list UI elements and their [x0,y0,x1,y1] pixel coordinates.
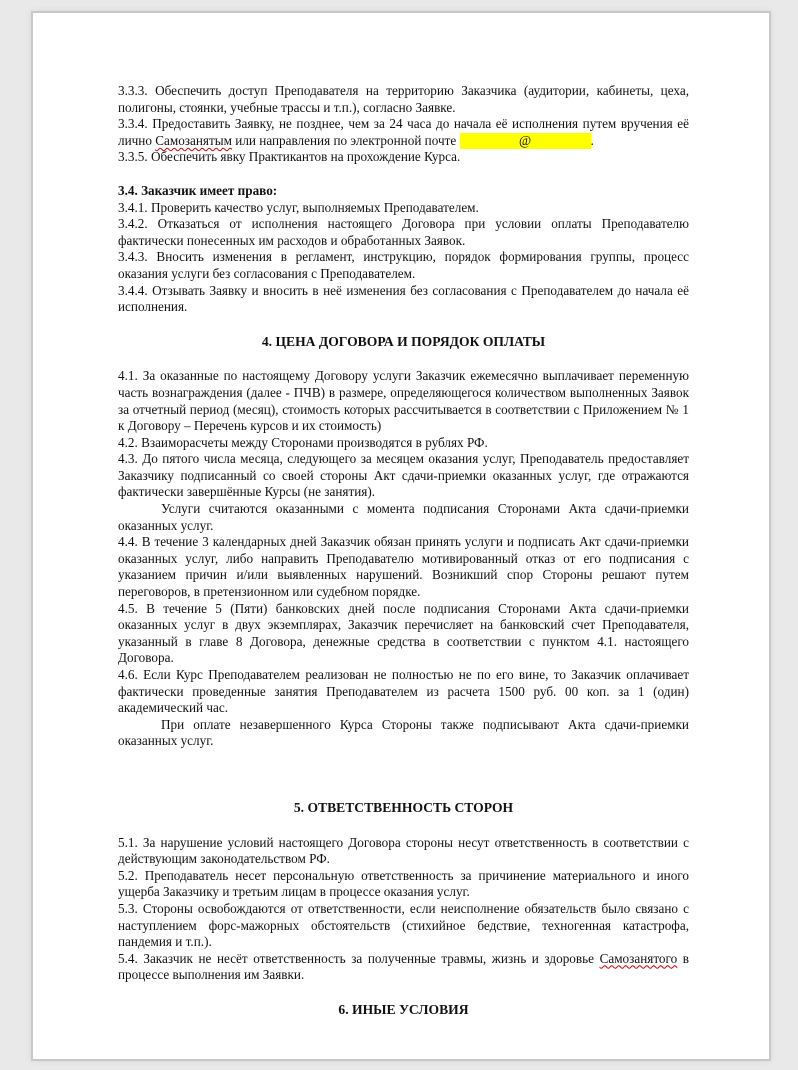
clause-3-4-2: 3.4.2. Отказаться от исполнения настоящего Договора при условии оплаты Преподавателю фактически понесенных им расходов и обработанных Заявок. [118,216,689,248]
clause-3-3-5: 3.3.5. Обеспечить явку Практикантов на прохождение Курса. [118,149,461,165]
document-page [31,11,771,1061]
misspelled-word[interactable]: Самозанятого [599,950,678,966]
clause-5-1: 5.1. За нарушение условий настоящего Договора стороны несут ответственность в соответствии с действующим законодательством РФ. [118,834,689,867]
clause-3-4-1: 3.4.1. Проверить качество услуг, выполняемых Преподавателем. [118,199,479,215]
clause-4-6-note: При оплате незавершенного Курса Стороны также подписывают Акта сдачи-приемки оказанных услуг. [118,716,689,749]
clause-5-4-text: 5.4. Заказчик не несёт ответственность за полученные травмы, жизнь и здоровье [118,950,600,966]
email-highlight-placeholder: @ [460,133,591,150]
clause-4-4: 4.4. В течение 3 календарных дней Заказчик обязан принять услуги и подписать Акт сдачи-приемки оказанных услуг, либо направить Преподавателю мотивированный отказ от его подписания с указанием причин и/или выявленных нарушений. Возникший спор Стороны решают путем переговоров, в претензионном или судебном порядке. [118,534,689,600]
clause-5-4-text-cont: в процессе выполнения им Заявки. [118,950,689,983]
clause-5-2: 5.2. Преподаватель несет персональную ответственность за причинение материального и иного ущерба Заказчику и третьим лицам в процессе оказания услуг. [118,867,689,900]
section-heading-5: 5. ОТВЕТСТВЕННОСТЬ СТОРОН [293,799,514,815]
clause-4-3: 4.3. До пятого числа месяца, следующего за месяцем оказания услуг, Преподаватель предоставляет Заказчику подписанный со своей стороны Акт сдачи-приемки оказанных услуг, где отражаются фактически завершённые Курсы (не занятия). [118,451,689,500]
clause-4-5: 4.5. В течение 5 (Пяти) банковских дней после подписания Сторонами Акта сдачи-приемки оказанных услуг в двух экземплярах, Заказчик перечисляет на банковский счет Преподавателя, указанный в главе 8 Договора, денежные средства в соответствии с пунктом 4.1. настоящего Договора. [118,600,689,666]
clause-4-2: 4.2. Взаиморасчеты между Сторонами производятся в рублях РФ. [118,434,488,450]
document-body[interactable] [118,83,689,1019]
section-heading-4: 4. ЦЕНА ДОГОВОРА И ПОРЯДОК ОПЛАТЫ [261,333,546,349]
clause-4-6: 4.6. Если Курс Преподавателем реализован не полностью не по его вине, то Заказчик оплачивает фактически проведенные занятия Преподавателем из расчета 1500 руб. 00 коп. за 1 (один) академический час. [118,667,689,716]
clause-5-3: 5.3. Стороны освобождаются от ответственности, если неисполнение обязательств было связано с наступлением форс-мажорных обстоятельств (стихийное бедствие, техногенная катастрофа, пандемия и т.п.). [118,900,689,950]
clause-3-3-4-text: 3.3.4. Предоставить Заявку, не позднее, чем за 24 часа до начала её исполнения путем вручения её лично [118,116,689,148]
section-heading-3-4: 3.4. Заказчик имеет право: [118,182,278,198]
clause-3-4-3: 3.4.3. Вносить изменения в регламент, инструкцию, порядок формирования группы, процесс оказания услуги без согласования с Преподавателем. [118,249,689,281]
clause-5-4 [118,951,689,984]
clause-4-1: 4.1. За оказанные по настоящему Договору услуги Заказчик ежемесячно выплачивает переменную часть вознаграждения (далее - ПЧВ) в размере, определяющегося количеством выполненных Заявок за отчетный период (месяц), стоимость которых рассчитывается в соответствии с Приложением № 1 к Договору – Перечень курсов и их стоимость) [118,368,689,434]
misspelled-word[interactable]: Самозанятым [155,132,232,148]
clause-3-4-4: 3.4.4. Отзывать Заявку и вносить в неё изменения без согласования с Преподавателем до начала её исполнения. [118,282,689,315]
clause-3-3-3: 3.3.3. Обеспечить доступ Преподавателя на территорию Заказчика (аудитории, кабинеты, цеха, полигоны, стоянки, учебные трассы и т.п.), согласно Заявке. [118,83,689,115]
clause-3-3-4 [118,116,689,149]
section-heading-6: 6. ИНЫЕ УСЛОВИЯ [338,1001,469,1017]
clause-4-3-note: Услуги считаются оказанными с момента подписания Сторонами Акта сдачи-приемки оказанных услуг. [118,501,689,533]
clause-3-3-4-end: . [590,132,594,148]
clause-3-3-4-text-cont: или направления по электронной почте [231,132,460,148]
